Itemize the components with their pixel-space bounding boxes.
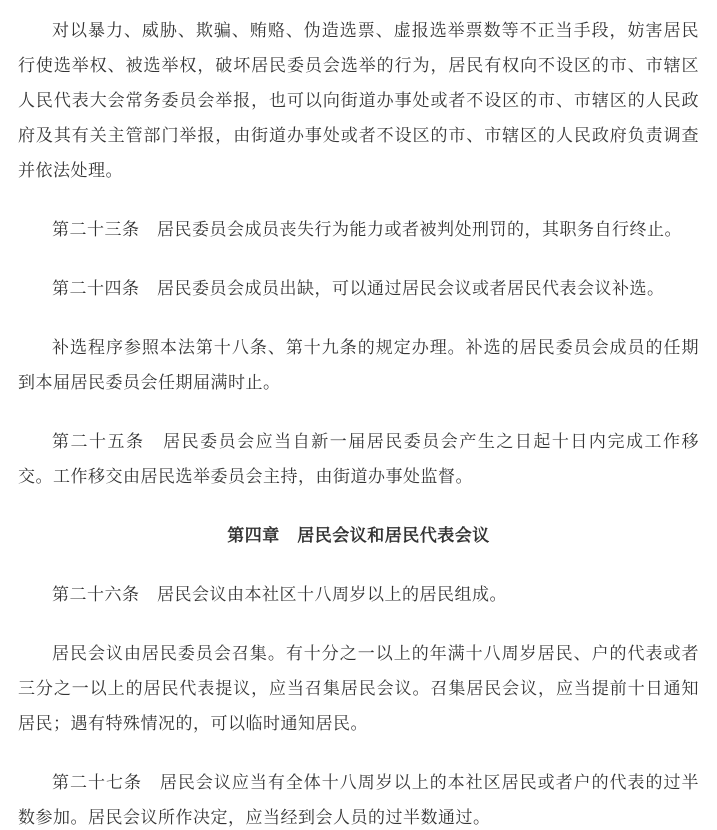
paragraph-article-25: 第二十五条 居民委员会应当自新一届居民委员会产生之日起十日内完成工作移交。工作移交由居民选举委员会主持，由街道办事处监督。 [18, 432, 699, 486]
paragraph-meeting-convening: 居民会议由居民委员会召集。有十分之一以上的年满十八周岁居民、户的代表或者三分之一以上的居民代表提议，应当召集居民会议。召集居民会议，应当提前十日通知居民；遇有特殊情况的，可以临时通知居民。 [18, 644, 699, 733]
paragraph-article-27: 第二十七条 居民会议应当有全体十八周岁以上的本社区居民或者户的代表的过半数参加。居民会议所作决定，应当经到会人员的过半数通过。 [18, 773, 699, 827]
paragraph-article-24: 第二十四条 居民委员会成员出缺，可以通过居民会议或者居民代表会议补选。 [52, 279, 665, 298]
paragraph-article-23: 第二十三条 居民委员会成员丧失行为能力或者被判处刑罚的，其职务自行终止。 [52, 220, 682, 239]
paragraph-article-26: 第二十六条 居民会议由本社区十八周岁以上的居民组成。 [52, 585, 507, 604]
paragraph-election-violation-report: 对以暴力、威胁、欺骗、贿赂、伪造选票、虚报选举票数等不正当手段，妨害居民行使选举权、被选举权，破坏居民委员会选举的行为，居民有权向不设区的市、市辖区人民代表大会常务委员会举报，也可以向街道办事处或者不设区的市、市辖区的人民政府及其有关主管部门举报，由街道办事处或者不设区的市、市辖区的人民政府负责调查并依法处理。 [18, 21, 699, 180]
paragraph-by-election-procedure: 补选程序参照本法第十八条、第十九条的规定办理。补选的居民委员会成员的任期到本届居民委员会任期届满时止。 [18, 338, 699, 392]
chapter-4-heading: 第四章 居民会议和居民代表会议 [227, 526, 490, 545]
